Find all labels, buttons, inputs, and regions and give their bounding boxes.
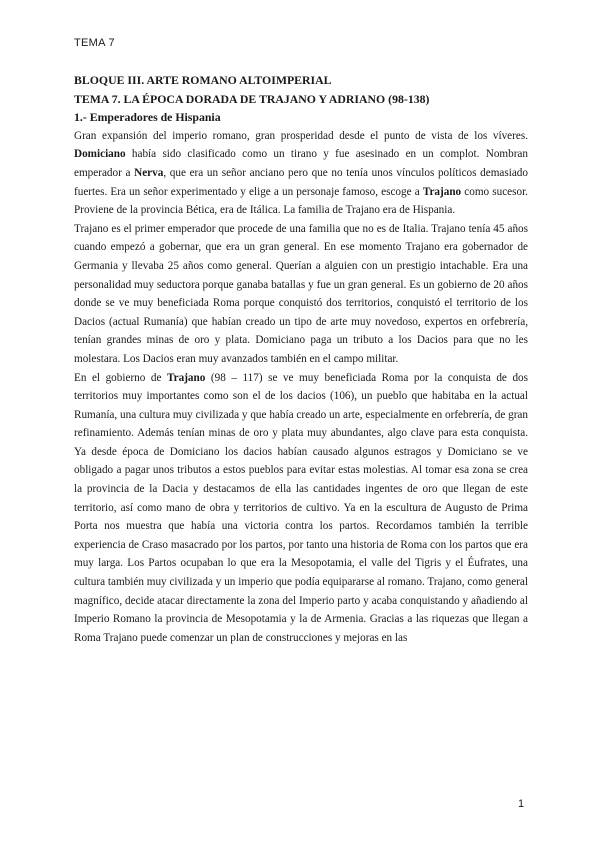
p1-text-1: Gran expansión del imperio romano, gran prosperidad desde el punto de vista de los víveres.	[74, 129, 528, 142]
running-header: TEMA 7	[74, 37, 115, 49]
p1-text-2: había sido clasificado como un tirano y fue asesinado en un complot. Nombran emperador a	[74, 148, 528, 179]
p1-bold-domiciano: Domiciano	[74, 148, 126, 161]
page-number: 1	[518, 798, 525, 810]
p1-bold-nerva: Nerva	[134, 166, 164, 179]
paragraph-3	[74, 369, 528, 648]
p1-text-4: como sucesor. Proviene de la provincia Bética, era de Itálica. La familia de Trajano era de Hispania.	[74, 185, 528, 217]
p1-text-3: , que era un señor anciano pero que no tenía unos vínculos políticos demasiado fuertes. Era un señor experimentado y elige a un personaje famoso, escoge a	[74, 166, 528, 198]
paragraph-1	[74, 127, 528, 220]
document-body	[74, 71, 528, 647]
tema-title: TEMA 7. LA ÉPOCA DORADA DE TRAJANO Y ADRIANO (98-138)	[74, 91, 430, 106]
p3-bold-trajano: Trajano	[167, 371, 206, 384]
p3-text-2: (98 – 117) se ve muy beneficiada Roma por la conquista de dos territorios muy importantes como son el de los dacios (106), un pueblo que habitaba en la actual Rumanía, una cultura muy civilizada y que había creado un arte, especialmente en orfebrería, de gran refinamiento. Además tenían minas de oro y plata muy abundantes, algo clave para esta conquista. Ya desde época de Domiciano los dacios habían causado algunos estragos y Domiciano se ve obligado a pagar unos tributos a estos pueblos para evitar estas molestias. Al tomar esa zona se crea la provincia de la Dacia y destacamos de ella las cantidades ingentes de oro que llegan de este territorio, así como mano de obra y territorios de cultivo. Ya en la escultura de Augusto de Prima Porta nos muestra que había una victoria contra los partos. Recordamos también la terrible experiencia de Craso masacrado por los partos, por tanto una historia de Roma con los partos que era muy larga. Los Partos ocupaban lo que era la Mesopotamia, el valle del Tigris y el Éufrates, una cultura también muy civilizada y un imperio que podía equipararse al romano. Trajano, como general magnífico, decide atacar directamente la zona del Imperio parto y acaba conquistando y añadiendo al Imperio Romano la provincia de Mesopotamia y la de Armenia. Gracias a las riquezas que llegan a Roma Trajano puede comenzar un plan de construcciones y mejoras en las	[74, 371, 528, 644]
p3-text-1: En el gobierno de	[74, 371, 167, 384]
paragraph-2: Trajano es el primer emperador que procede de una familia que no es de Italia. Trajano tenía 45 años cuando empezó a gobernar, que era un gran general. En ese momento Trajano era gobernador de Germania y llevaba 25 años como general. Querían a alguien con un prestigio intachable. Era una personalidad muy seductora porque ganaba batallas y fue un gran general. Es un gobierno de 20 años donde se ve muy beneficiada Roma porque conquistó dos territorios, conquistó el territorio de los Dacios (actual Rumanía) que habían creado un tipo de arte muy novedoso, expertos en orfebrería, tenían grandes minas de oro y plata. Domiciano paga un tributo a los Dacios para que no les molestara. Los Dacios eran muy avanzados también en el campo militar.	[74, 222, 528, 365]
p1-bold-trajano: Trajano	[422, 185, 462, 198]
bloque-title: BLOQUE III. ARTE ROMANO ALTOIMPERIAL	[74, 73, 332, 87]
section-heading: 1.- Emperadores de Hispania	[74, 110, 221, 125]
